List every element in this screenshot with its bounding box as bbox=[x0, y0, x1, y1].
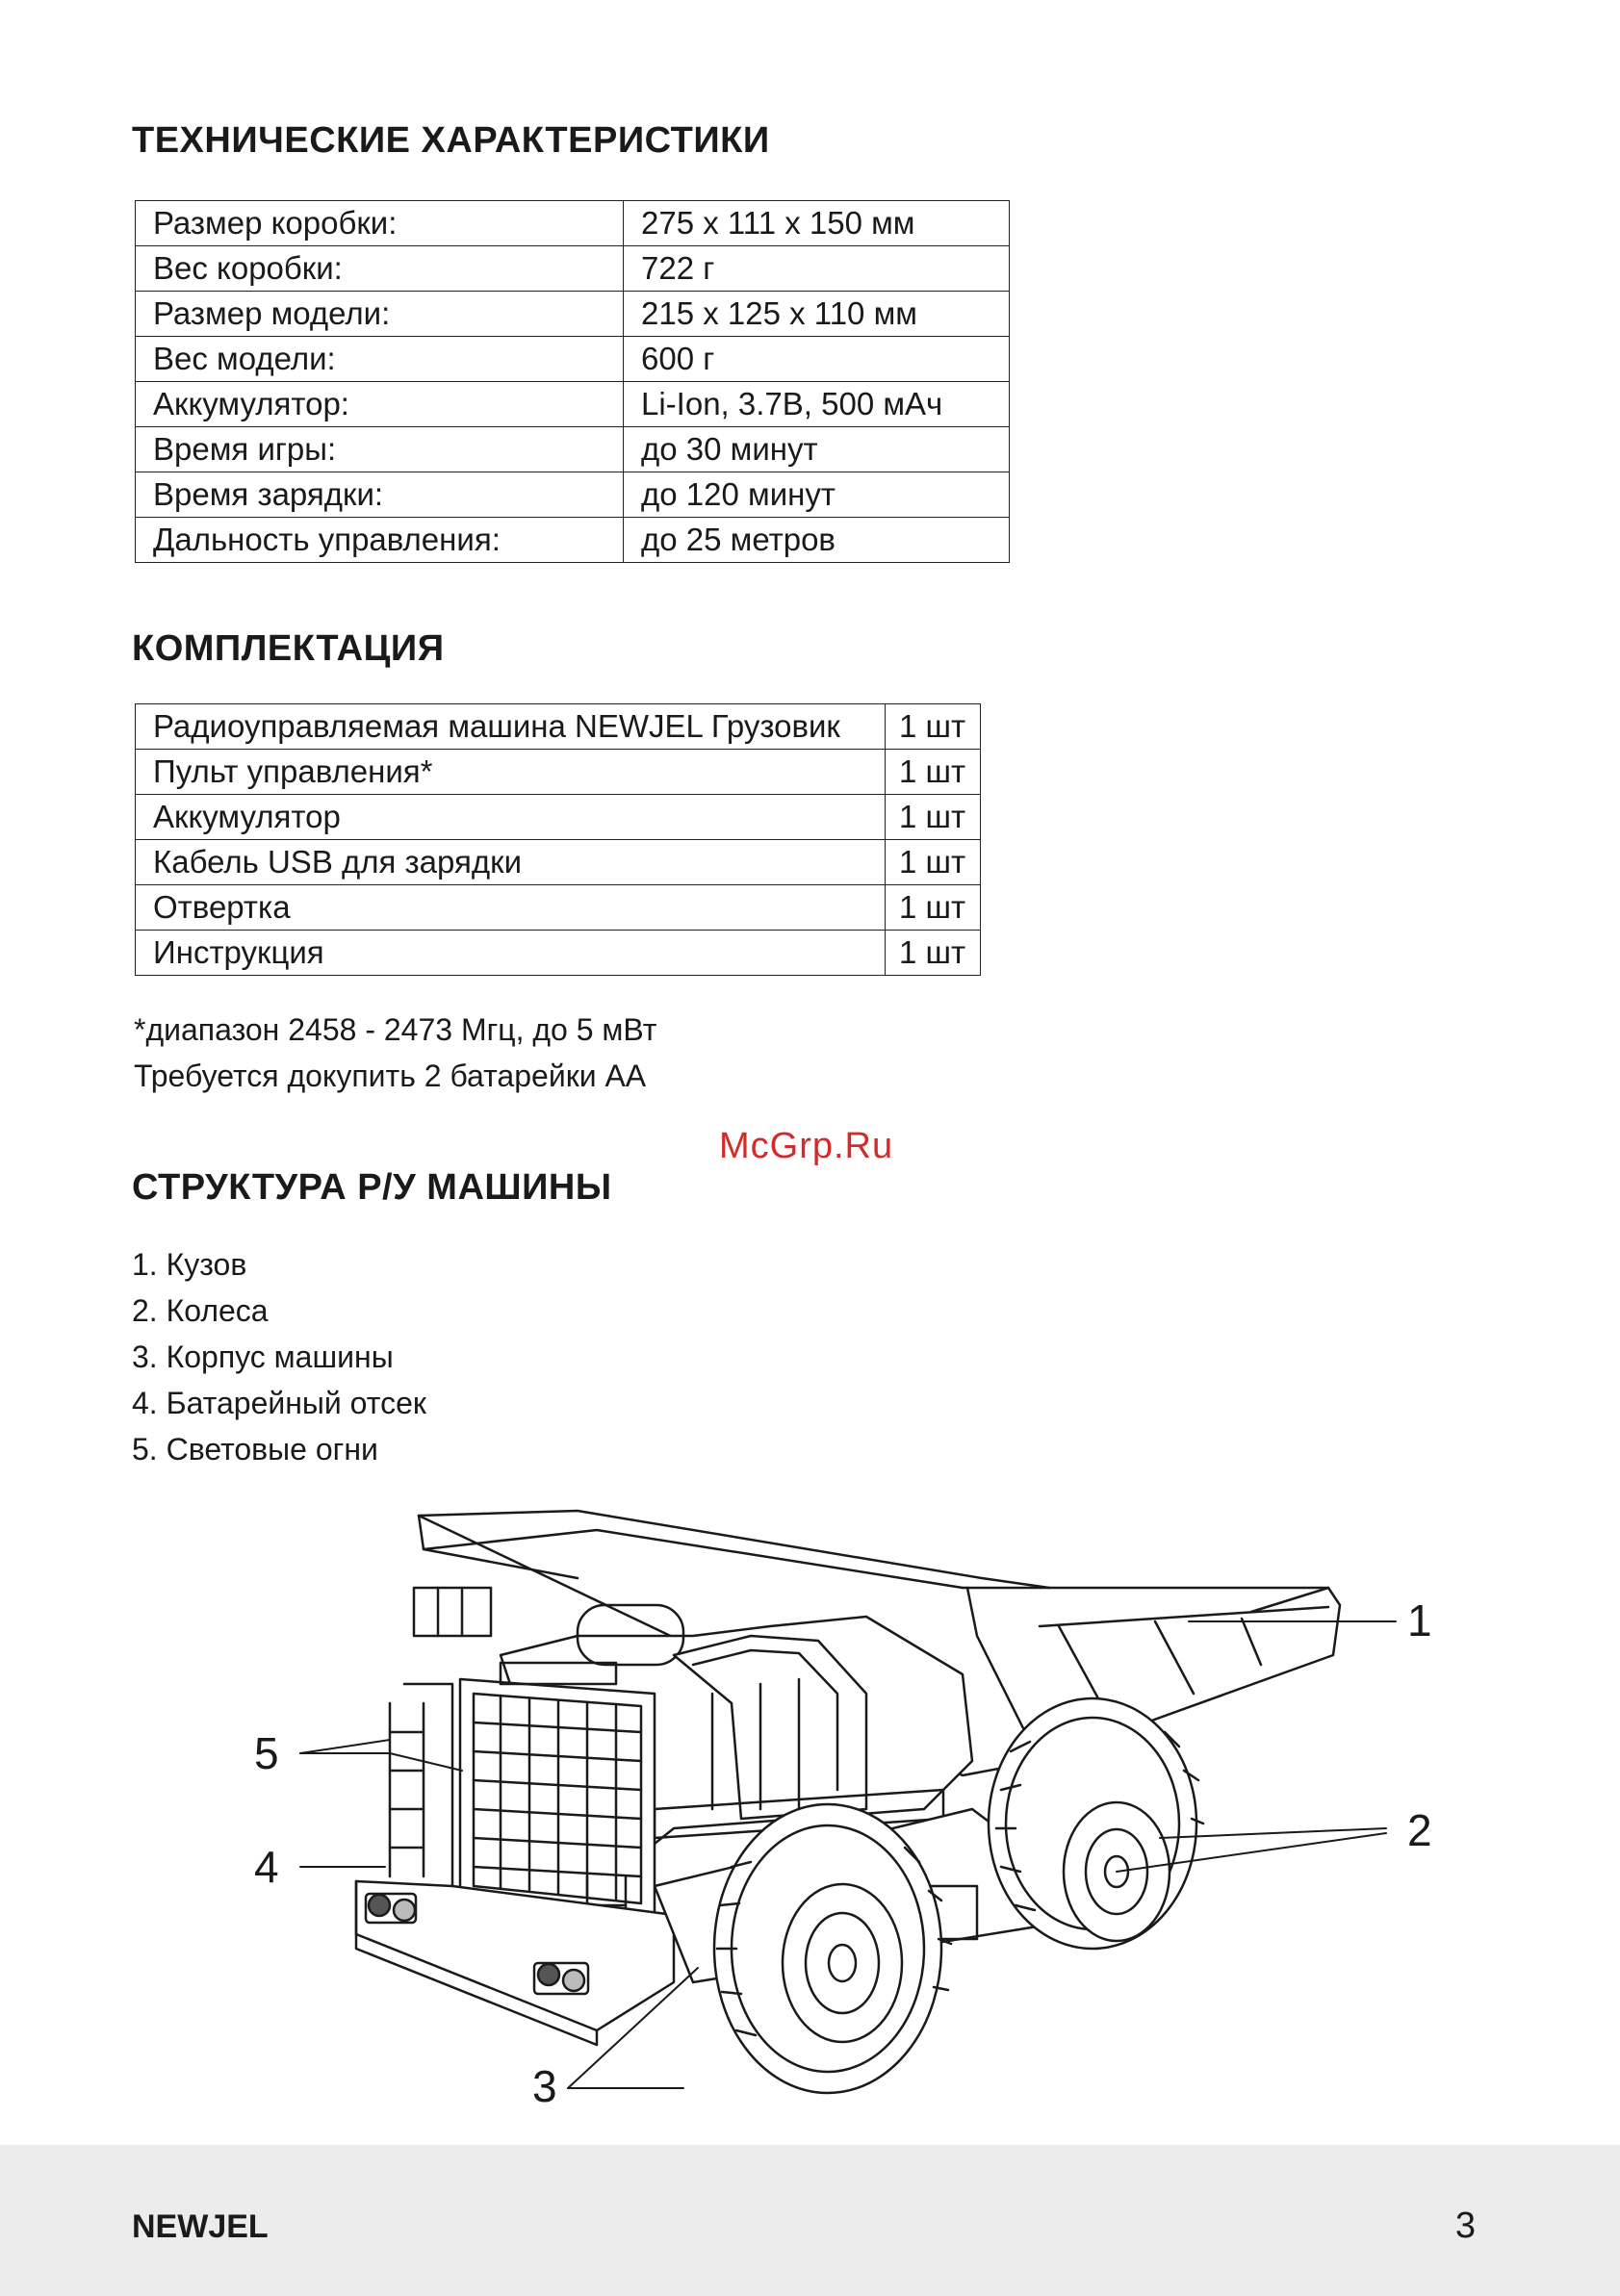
callout-3: 3 bbox=[532, 2061, 557, 2111]
table-row bbox=[136, 840, 981, 885]
list-item: 2. Колеса bbox=[132, 1293, 269, 1328]
kit-item: Аккумулятор bbox=[136, 795, 886, 840]
kit-table bbox=[135, 703, 981, 976]
spec-label: Размер модели: bbox=[136, 292, 624, 337]
kit-qty: 1 шт bbox=[886, 840, 981, 885]
truck-diagram bbox=[241, 1501, 1463, 2136]
spec-value: до 25 метров bbox=[624, 518, 1010, 563]
kit-item: Кабель USB для зарядки bbox=[136, 840, 886, 885]
spec-value: 722 г bbox=[624, 246, 1010, 292]
footer-brand: NEWJEL bbox=[132, 2208, 269, 2245]
list-item: 4. Батарейный отсек bbox=[132, 1386, 426, 1420]
kit-item: Радиоуправляемая машина NEWJEL Грузовик bbox=[136, 704, 886, 750]
callout-5: 5 bbox=[254, 1728, 279, 1778]
table-row bbox=[136, 518, 1010, 563]
kit-item: Отвертка bbox=[136, 885, 886, 931]
rear-wheel bbox=[989, 1698, 1203, 1949]
kit-heading: КОМПЛЕКТАЦИЯ bbox=[132, 628, 445, 669]
table-row bbox=[136, 472, 1010, 518]
spec-value: 600 г bbox=[624, 337, 1010, 382]
table-row bbox=[136, 704, 981, 750]
table-row bbox=[136, 246, 1010, 292]
spec-value: 215 х 125 х 110 мм bbox=[624, 292, 1010, 337]
list-item: 3. Корпус машины bbox=[132, 1339, 394, 1374]
spec-label: Размер коробки: bbox=[136, 201, 624, 246]
callout-2: 2 bbox=[1407, 1805, 1432, 1855]
spec-label: Вес модели: bbox=[136, 337, 624, 382]
table-row bbox=[136, 931, 981, 976]
list-item: 5. Световые огни bbox=[132, 1432, 378, 1467]
list-item: 1. Кузов bbox=[132, 1247, 247, 1282]
table-row bbox=[136, 337, 1010, 382]
table-row bbox=[136, 382, 1010, 427]
structure-heading: СТРУКТУРА Р/У МАШИНЫ bbox=[132, 1167, 612, 1208]
spec-label: Дальность управления: bbox=[136, 518, 624, 563]
table-row bbox=[136, 201, 1010, 246]
frequency-note: *диапазон 2458 - 2473 Мгц, до 5 мВт bbox=[134, 1012, 657, 1047]
kit-item: Пульт управления* bbox=[136, 750, 886, 795]
table-row bbox=[136, 292, 1010, 337]
spec-value: до 120 минут bbox=[624, 472, 1010, 518]
callout-4: 4 bbox=[254, 1842, 279, 1892]
table-row bbox=[136, 750, 981, 795]
callout-1: 1 bbox=[1407, 1595, 1432, 1645]
table-row bbox=[136, 795, 981, 840]
spec-value: Li-Ion, 3.7В, 500 мАч bbox=[624, 382, 1010, 427]
kit-qty: 1 шт bbox=[886, 885, 981, 931]
watermark: McGrp.Ru bbox=[719, 1126, 894, 1166]
spec-label: Время игры: bbox=[136, 427, 624, 472]
parts-list bbox=[132, 1241, 426, 1472]
table-row bbox=[136, 885, 981, 931]
kit-item: Инструкция bbox=[136, 931, 886, 976]
spec-value: 275 х 111 х 150 мм bbox=[624, 201, 1010, 246]
spec-label: Аккумулятор: bbox=[136, 382, 624, 427]
specs-table bbox=[135, 200, 1010, 563]
kit-qty: 1 шт bbox=[886, 704, 981, 750]
specs-heading: ТЕХНИЧЕСКИЕ ХАРАКТЕРИСТИКИ bbox=[132, 120, 770, 161]
battery-note: Требуется докупить 2 батарейки АА bbox=[134, 1059, 647, 1093]
page-number: 3 bbox=[1454, 2206, 1476, 2246]
spec-value: до 30 минут bbox=[624, 427, 1010, 472]
spec-label: Вес коробки: bbox=[136, 246, 624, 292]
kit-qty: 1 шт bbox=[886, 795, 981, 840]
spec-label: Время зарядки: bbox=[136, 472, 624, 518]
kit-qty: 1 шт bbox=[886, 750, 981, 795]
kit-qty: 1 шт bbox=[886, 931, 981, 976]
table-row bbox=[136, 427, 1010, 472]
